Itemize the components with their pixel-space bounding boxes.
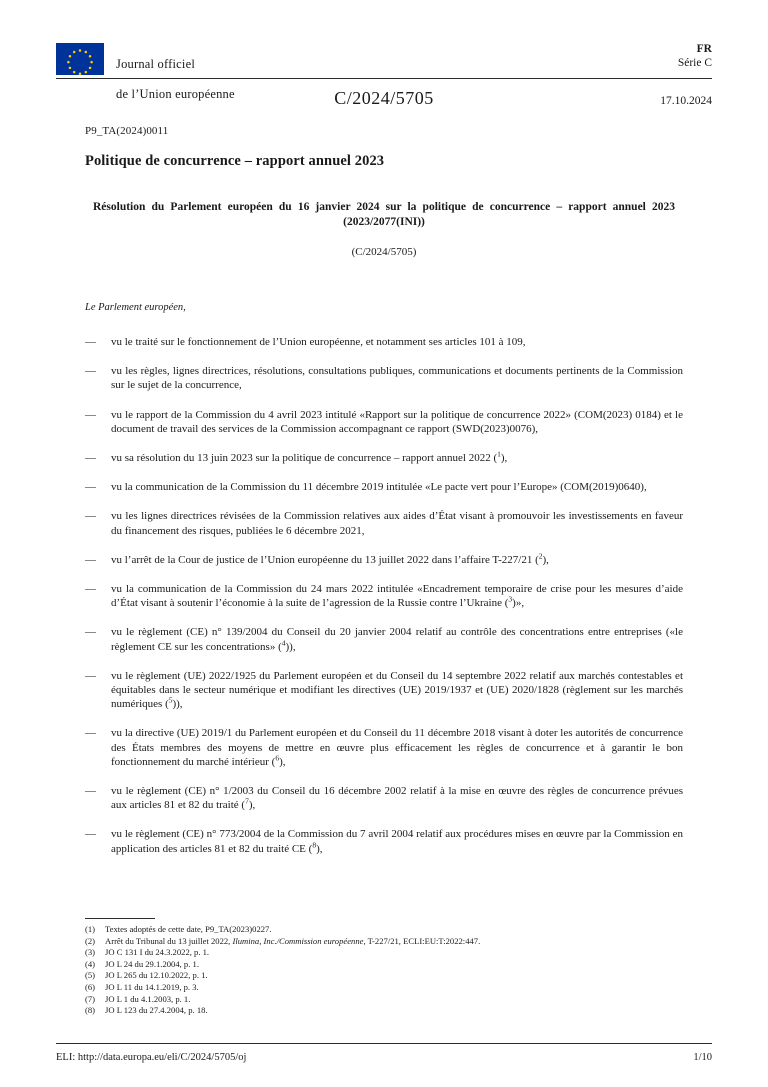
footnote-number: (6) [85, 981, 96, 992]
recital-dash: — [85, 336, 96, 348]
footnote-item [85, 982, 683, 994]
page-footer [56, 1052, 712, 1063]
ta-reference: P9_TA(2024)0011 [85, 125, 169, 137]
recital-item [85, 582, 683, 610]
document-number: C/2024/5705 [334, 88, 434, 108]
recital-item [85, 553, 683, 567]
recital-text-tail: )), [172, 698, 183, 711]
document-content [85, 125, 683, 871]
footnote-marker[interactable]: 1 [497, 449, 501, 459]
footnote-marker[interactable]: 3 [508, 594, 513, 604]
recital-item [85, 451, 683, 465]
footnote-number: (2) [85, 935, 96, 946]
footnote-text: JO L 265 du 12.10.2022, p. 1. [105, 970, 208, 981]
footnote-divider [85, 918, 155, 919]
journal-title-line1: Journal officiel [116, 57, 195, 71]
recital-text-tail: ), [316, 842, 323, 855]
recital-dash: — [85, 785, 96, 798]
recital-dash: — [85, 626, 96, 639]
recital-text: vu le règlement (CE) n° 1/2003 du Conseil du 16 décembre 2002 relatif à la mise en œuvre des règles de concurrence prévues aux articles 81 et 82 du traité ( [111, 785, 683, 812]
recital-item [85, 335, 683, 349]
recital-item [85, 784, 683, 812]
publication-date: 17.10.2024 [660, 95, 712, 107]
footnote-text [105, 936, 480, 948]
recital-text: vu la communication de la Commission du 11 décembre 2019 intitulée «Le pacte vert pour l’Europe» (COM(2019)0640), [111, 481, 647, 494]
footnote-text: JO C 131 I du 24.3.2022, p. 1. [105, 947, 210, 958]
footnotes-block [85, 918, 683, 1017]
masthead-right [678, 42, 712, 70]
journal-title-line2: de l’Union européenne [116, 87, 235, 101]
footnote-number: (3) [85, 947, 96, 958]
footnote-marker[interactable]: 7 [245, 796, 249, 806]
recital-text: vu les lignes directrices révisées de la Commission relatives aux aides d’État visant à promouvoir les investissements en faveur du financement des risques, publiées le 6 décembre 2021, [111, 510, 683, 537]
recital-text: vu le traité sur le fonctionnement de l’Union européenne, et notamment ses articles 101 à 109, [111, 336, 526, 348]
footnote-case-name: Ilumina, Inc./Commission européenne [232, 935, 364, 946]
footnote-text: JO L 1 du 4.1.2003, p. 1. [105, 993, 191, 1004]
recital-dash: — [85, 583, 96, 596]
footer-divider [56, 1043, 712, 1044]
recital-text-tail: ), [248, 799, 256, 812]
footnote-text-post: , T-227/21, ECLI:EU:T:2022:447. [363, 935, 481, 946]
series-label: Série C [677, 57, 712, 69]
recital-item [85, 726, 683, 769]
recitals-list [85, 335, 683, 856]
page-title: Politique de concurrence – rapport annuel 2023 [85, 153, 385, 169]
footnote-marker[interactable]: 6 [275, 753, 280, 763]
footnote-number: (8) [85, 1005, 96, 1016]
footnote-marker[interactable]: 2 [538, 551, 543, 561]
recital-dash: — [85, 669, 96, 682]
recital-text-tail: ), [279, 755, 286, 768]
footnote-text-pre: Arrêt du Tribunal du 13 juillet 2022, [105, 935, 233, 946]
document-number-row [56, 88, 712, 109]
recital-text-tail: ), [500, 452, 508, 465]
recital-text: vu le règlement (UE) 2022/1925 du Parlement européen et du Conseil du 14 septembre 2022 relatif aux marchés contestables et équitables dans le secteur numérique et modifiant les directives (UE) 2019/1937 et (UE) 2020/1828 (règlement sur les marchés numériques ( [111, 669, 683, 711]
language-code: FR [696, 43, 712, 55]
footnote-item [85, 994, 683, 1006]
resolution-heading: Résolution du Parlement européen du 16 janvier 2024 sur la politique de concurrence – rapport annuel 2023 (2023/2077(INI)) [93, 201, 675, 228]
footnote-text: JO L 11 du 14.1.2019, p. 3. [105, 981, 199, 992]
eli-link[interactable]: ELI: http://data.europa.eu/eli/C/2024/5705/oj [56, 1052, 247, 1063]
footnote-number: (4) [85, 958, 96, 969]
recital-text: vu le règlement (CE) n° 139/2004 du Conseil du 20 janvier 2004 relatif au contrôle des concentrations entre entreprises («le règlement CE sur les concentrations» ( [111, 626, 683, 653]
resolution-reference: (C/2024/5705) [351, 246, 417, 258]
recital-item [85, 509, 683, 537]
footnote-text: Textes adoptés de cette date, P9_TA(2023)0227. [105, 924, 272, 934]
footnote-list [85, 924, 683, 1017]
footnote-number: (7) [85, 993, 96, 1004]
recital-dash: — [85, 452, 96, 465]
footnote-marker[interactable]: 8 [312, 840, 317, 850]
page-number: 1/10 [693, 1052, 712, 1063]
header-divider [56, 78, 712, 79]
footnote-text: JO L 123 du 27.4.2004, p. 18. [105, 1005, 208, 1016]
recital-text: vu la directive (UE) 2019/1 du Parlement européen et du Conseil du 11 décembre 2018 visant à doter les autorités de concurrence des États membres des moyens de mettre en œuvre plus efficacement les règles de concurrence et à garantir le bon fonctionnement du marché intérieur ( [111, 727, 683, 768]
recital-text-tail: )), [285, 640, 296, 653]
recital-item [85, 827, 683, 855]
recital-item [85, 480, 683, 494]
recital-text: vu le règlement (CE) n° 773/2004 de la Commission du 7 avril 2004 relatif aux procédures mises en œuvre par la Commission en application des articles 81 et 82 du traité CE ( [111, 828, 683, 855]
recital-text: vu l’arrêt de la Cour de justice de l’Union européenne du 13 juillet 2022 dans l’affaire T-227/21 ( [111, 553, 539, 566]
footnote-item [85, 936, 683, 948]
recital-item [85, 364, 683, 392]
recital-dash: — [85, 408, 96, 421]
footnote-item [85, 959, 683, 971]
recital-dash: — [85, 481, 96, 494]
recital-dash: — [85, 365, 96, 378]
recital-text: vu le rapport de la Commission du 4 avril 2023 intitulé «Rapport sur la politique de concurrence 2022» (COM(2023) 0184) et le document de travail des services de la Commission accompagnant ce rapport (SWD(2023)0076), [111, 408, 683, 435]
footnote-number: (1) [85, 924, 96, 934]
footnote-item [85, 970, 683, 982]
recital-item [85, 408, 683, 436]
recital-dash: — [85, 828, 96, 841]
recital-text: vu les règles, lignes directrices, résolutions, consultations publiques, communications et documents pertinents de la Commission sur le sujet de la concurrence, [111, 365, 683, 392]
eu-flag-icon [56, 43, 104, 75]
footnote-text: JO L 24 du 29.1.2004, p. 1. [105, 958, 199, 969]
recital-text: vu sa résolution du 13 juin 2023 sur la politique de concurrence – rapport annuel 2022 ( [111, 452, 498, 465]
footnote-item [85, 924, 683, 936]
footnote-number: (5) [85, 970, 96, 981]
recital-text-tail: )», [512, 597, 525, 610]
recital-item [85, 625, 683, 653]
footnote-marker[interactable]: 4 [281, 637, 286, 647]
recital-text: vu la communication de la Commission du 24 mars 2022 intitulée «Encadrement temporaire de crise pour les mesures d’aide d’État visant à soutenir l’économie à la suite de l’agression de la Russie contre l’Ukraine ( [111, 583, 683, 610]
recital-dash: — [85, 727, 96, 740]
recital-text-tail: ), [542, 553, 549, 566]
footnote-item [85, 947, 683, 959]
preamble-text: Le Parlement européen, [85, 302, 186, 313]
recital-item [85, 669, 683, 712]
recital-dash: — [85, 553, 96, 566]
recital-dash: — [85, 510, 96, 523]
footnote-marker[interactable]: 5 [168, 695, 173, 705]
footnote-item [85, 1005, 683, 1017]
